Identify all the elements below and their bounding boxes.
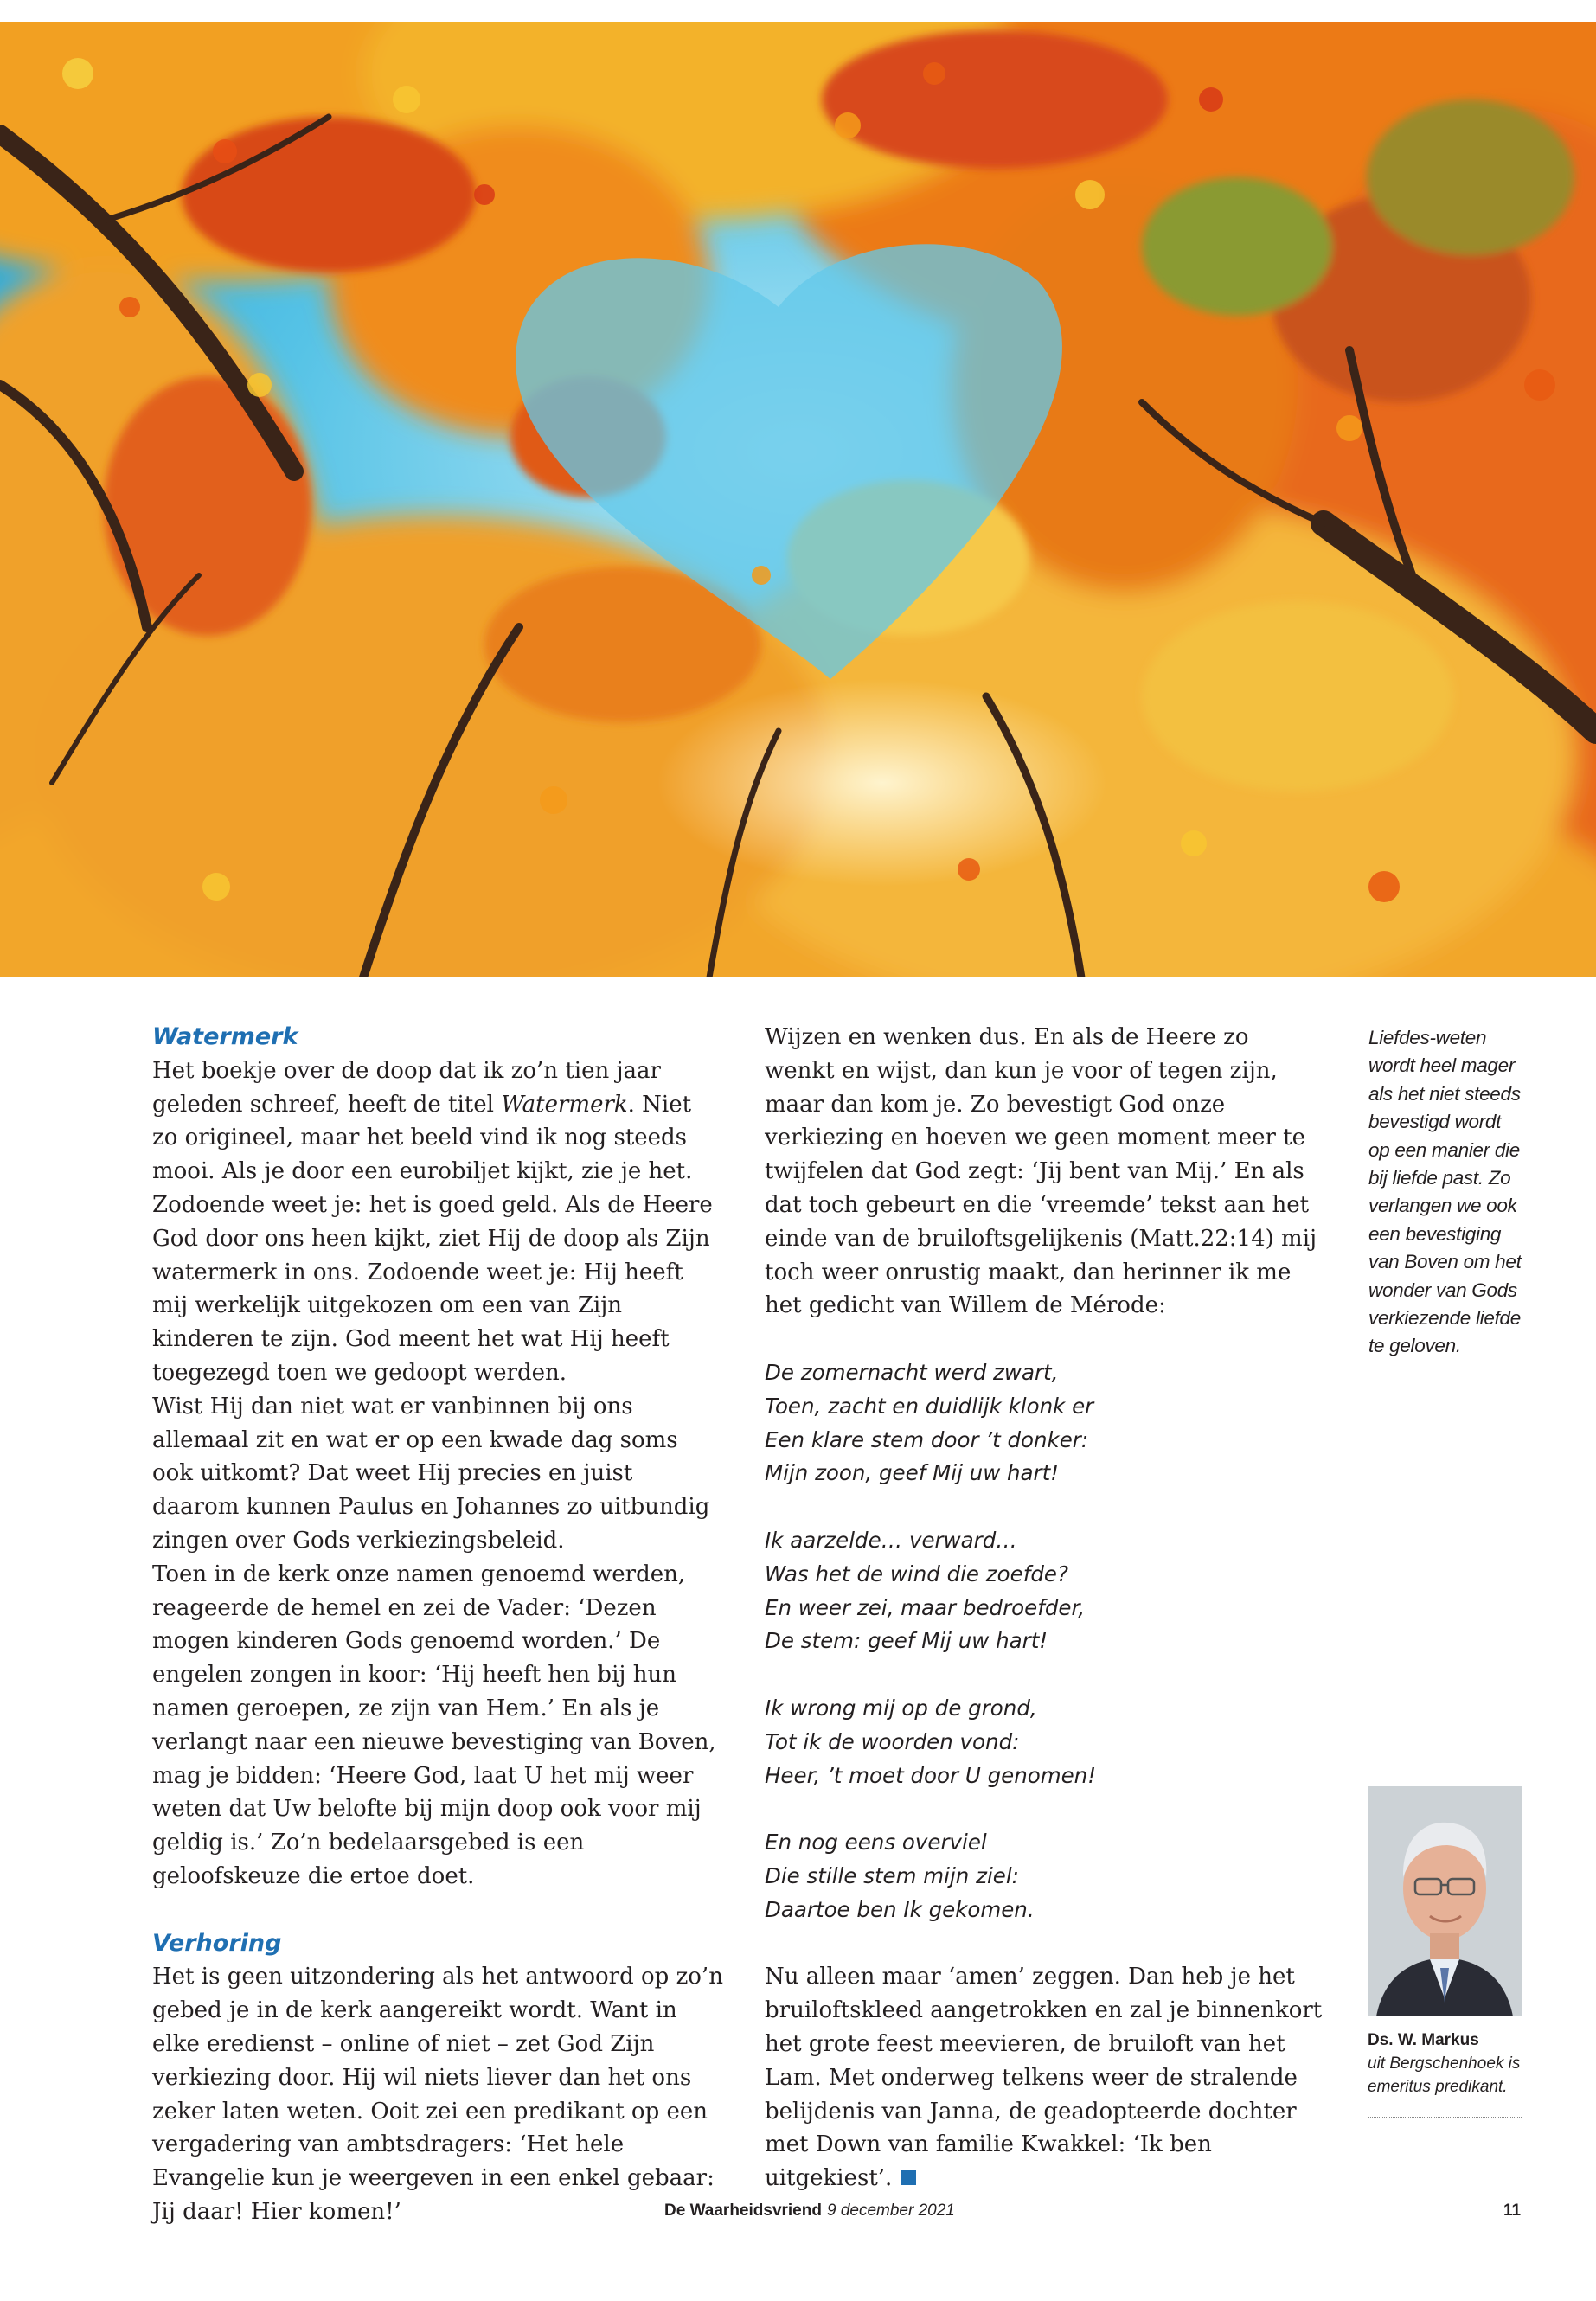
paragraph: Wist Hij dan niet wat er vanbinnen bij ons allemaal zit en wat er op een kwade dag soms ook uitkomt? Dat weet Hij precies en juist daarom kunnen Paulus en Johannes zo uitbundig zingen over Gods verkiezingsbeleid. xyxy=(152,1393,710,1554)
poem-stanza xyxy=(765,1826,1325,1926)
author-description: uit Bergschenhoek is emeritus predikant. xyxy=(1368,2054,1521,2096)
paragraph-text: . Niet zo origineel, maar het beeld vind ik nog steeds mooi. Als je door een eurobiljet kijkt, zie je het. Zodoende weet je: het is goed geld. Als de Heere God door ons heen kijkt, ziet Hij de doop als Zijn watermerk in ons. Zodoende weet je: Hij heeft mij werkelijk uitgekozen om een van Zijn kinderen te zijn. God meent het wat Hij heeft toegezegd toen we gedoopt werden. xyxy=(152,1091,713,1386)
section-heading-watermerk: Watermerk xyxy=(152,1023,298,1050)
author-name: Ds. W. Markus xyxy=(1368,2031,1479,2049)
paragraph-text: Het boekje over de doop dat ik zo’n tien jaar geleden schreef, heeft de titel xyxy=(152,1057,661,1118)
paragraph xyxy=(765,1960,1325,2195)
poem-line: Was het de wind die zoefde? xyxy=(765,1561,1068,1586)
author-portrait xyxy=(1368,1786,1522,2016)
poem-line: De stem: geef Mij uw hart! xyxy=(765,1628,1048,1654)
article-column-left xyxy=(152,1021,723,2229)
paragraph: Wijzen en wenken dus. En als de Heere zo wenkt en wijst, dan kun je voor of tegen zijn, maar dan kom je. Zo bevestigt God onze verkiezing en hoeven we geen moment meer te twijfelen dat God zegt: ‘Jij bent van Mij.’ En als dat toch gebeurt en die ‘vreemde’ tekst aan het einde van de bruiloftsgelijkenis (Matt.22:14) mij toch weer onrustig maakt, dan herinner ik me het gedicht van Willem de Mérode: xyxy=(765,1024,1317,1319)
poem-stanza xyxy=(765,1356,1325,1490)
poem-line: Ik wrong mij op de grond, xyxy=(765,1695,1037,1721)
autumn-canopy-image xyxy=(0,22,1596,977)
poem-line: Mijn zoon, geef Mij uw hart! xyxy=(765,1460,1060,1486)
poem-line: Toen, zacht en duidlijk klonk er xyxy=(765,1393,1094,1419)
poem-line: Die stille stem mijn ziel: xyxy=(765,1862,1019,1888)
header-photo xyxy=(0,22,1596,977)
poem-line: Heer, ’t moet door U genomen! xyxy=(765,1762,1097,1788)
poem-line: De zomernacht werd zwart, xyxy=(765,1359,1059,1385)
footer-publication xyxy=(664,2202,955,2221)
poem-line: Daartoe ben Ik gekomen. xyxy=(765,1896,1035,1922)
section-heading-verhoring: Verhoring xyxy=(152,1929,282,1957)
author-photo xyxy=(1368,1786,1522,2016)
paragraph: Toen in de kerk onze namen genoemd werden, reageerde de hemel en zei de Vader: ‘Dezen mogen kinderen Gods genoemd worden.’ De engelen zongen in koor: ‘Hij heeft hen bij hun namen geroepen, ze zijn van Hem.’ En als je verlangt naar een nieuwe bevestiging van Boven, mag je bidden: ‘Heere God, laat U het mij weer weten dat Uw belofte bij mijn doop ook voor mij geldig is.’ Zo’n bedelaarsgebed is een geloofskeuze die ertoe doet. xyxy=(152,1561,716,1889)
pull-quote: Liefdes-weten wordt heel mager als het niet steeds bevestigd wordt op een manier die bij liefde past. Zo verlangen we ook een bevestiging van Boven om het wonder van Gods verkiezende liefde te geloven. xyxy=(1368,1027,1522,1357)
paragraph xyxy=(152,1054,723,1390)
publication-date: 9 december 2021 xyxy=(826,2202,955,2220)
author-credit xyxy=(1368,2029,1523,2099)
publication-name: De Waarheidsvriend xyxy=(664,2202,822,2220)
poem-line: En nog eens overviel xyxy=(765,1830,987,1856)
poem-stanza xyxy=(765,1524,1325,1658)
poem-line: Tot ik de woorden vond: xyxy=(765,1728,1020,1754)
poem-stanza xyxy=(765,1692,1325,1792)
poem-line: En weer zei, maar bedroefder, xyxy=(765,1594,1086,1620)
end-mark-icon xyxy=(901,2170,916,2185)
author-divider xyxy=(1368,2117,1522,2118)
poem-line: Ik aarzelde… verward… xyxy=(765,1527,1017,1553)
paragraph: Het is geen uitzondering als het antwoord op zo’n gebed je in de kerk aangereikt wordt. Want in elke eredienst – online of niet – zet God Zijn verkiezing door. Hij wil niets liever dan het ons zeker laten weten. Ooit zei een predikant op een vergadering van ambtsdragers: ‘Het hele Evangelie kun je weergeven in een enkel gebaar: Jij daar! Hier komen!’ xyxy=(152,1964,723,2225)
book-title: Watermerk xyxy=(501,1091,628,1118)
poem-line: Een klare stem door ’t donker: xyxy=(765,1426,1089,1452)
article-column-right xyxy=(765,1021,1325,2195)
paragraph-text: Nu alleen maar ‘amen’ zeggen. Dan heb je het bruiloftskleed aangetrokken en zal je binnenkort het grote feest meevieren, de bruiloft van het Lam. Met onderweg telkens weer de stralende belijdenis van Janna, de geadopteerde dochter met Down van familie Kwakkel: ‘Ik ben uitgekiest’. xyxy=(765,1964,1323,2192)
page-number: 11 xyxy=(1503,2202,1522,2220)
